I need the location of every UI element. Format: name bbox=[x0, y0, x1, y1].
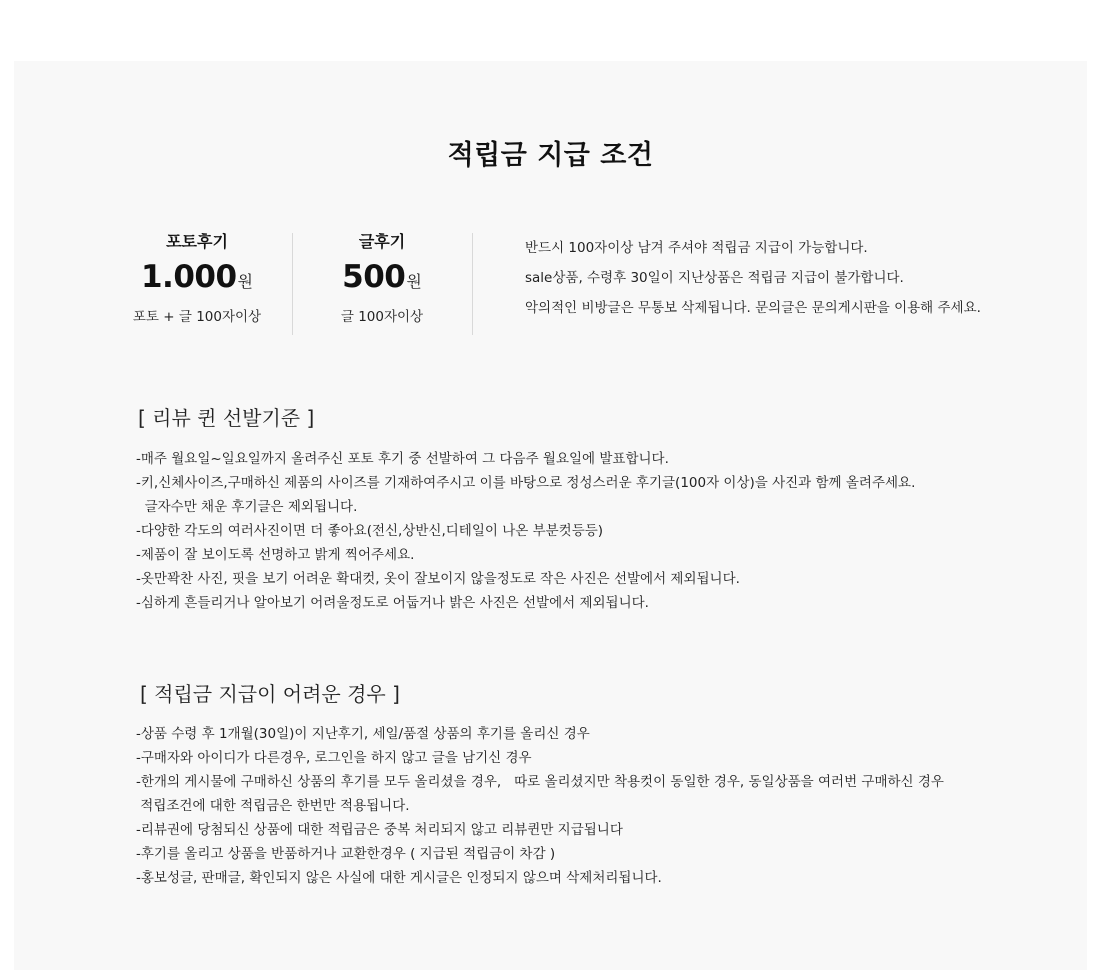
reward-amount bbox=[310, 259, 454, 295]
note-line: sale상품, 수령후 30일이 지난상품은 적립금 지급이 불가합니다. bbox=[525, 270, 904, 286]
note-line: 반드시 100자이상 남겨 주셔야 적립금 지급이 가능합니다. bbox=[525, 240, 868, 256]
list-item: -상품 수령 후 1개월(30일)이 지난후기, 세일/품절 상품의 후기를 올리신 경우 bbox=[136, 726, 590, 742]
reward-amount-unit: 원 bbox=[237, 272, 254, 291]
list-item: 적립조건에 대한 적립금은 한번만 적용됩니다. bbox=[136, 798, 410, 814]
page-title: 적립금 지급 조건 bbox=[447, 140, 654, 171]
review-queen-list bbox=[136, 447, 915, 615]
difficult-cases-list bbox=[136, 722, 944, 890]
list-item: -한개의 게시물에 구매하신 상품의 후기를 모두 올리셨을 경우, 따로 올리셨지만 착용컷이 동일한 경우, 동일상품을 여러번 구매하신 경우 bbox=[136, 774, 944, 790]
list-item: -옷만꽉찬 사진, 핏을 보기 어려운 확대컷, 옷이 잘보이지 않을정도로 작은 사진은 선발에서 제외됩니다. bbox=[136, 571, 740, 587]
list-item: -키,신체사이즈,구매하신 제품의 사이즈를 기재하여주시고 이를 바탕으로 정성스러운 후기글(100자 이상)을 사진과 함께 올려주세요. bbox=[136, 475, 916, 491]
reward-title: 글후기 bbox=[358, 232, 406, 251]
reward-conditions-panel bbox=[14, 61, 1087, 970]
list-item: -매주 월요일~일요일까지 올려주신 포토 후기 중 선발하여 그 다음주 월요일에 발표합니다. bbox=[136, 451, 669, 467]
note-line: 악의적인 비방글은 무통보 삭제됩니다. 문의글은 문의게시판을 이용해 주세요. bbox=[525, 300, 981, 316]
reward-amount bbox=[124, 259, 270, 295]
divider bbox=[292, 233, 293, 335]
list-item: 글자수만 채운 후기글은 제외됩니다. bbox=[136, 499, 358, 515]
list-item: -리뷰권에 당첨되신 상품에 대한 적립금은 중복 처리되지 않고 리뷰퀸만 지급됩니다 bbox=[136, 822, 623, 838]
text-review-reward bbox=[310, 231, 454, 325]
reward-notes bbox=[525, 237, 981, 327]
reward-amount-unit: 원 bbox=[406, 272, 422, 291]
reward-amount-value: 500 bbox=[342, 259, 406, 295]
reward-title: 포토후기 bbox=[166, 232, 228, 251]
list-item: -다양한 각도의 여러사진이면 더 좋아요(전신,상반신,디테일이 나온 부분컷등등) bbox=[136, 523, 604, 539]
list-item: -홍보성글, 판매글, 확인되지 않은 사실에 대한 게시글은 인정되지 않으며 삭제처리됩니다. bbox=[136, 870, 662, 886]
list-item: -후기를 올리고 상품을 반품하거나 교환한경우 ( 지급된 적립금이 차감 ) bbox=[136, 846, 556, 862]
review-queen-heading: [ 리뷰 퀸 선발기준 ] bbox=[138, 406, 315, 430]
reward-condition: 글 100자이상 bbox=[340, 309, 424, 325]
photo-review-reward bbox=[124, 231, 270, 325]
difficult-cases-heading: [ 적립금 지급이 어려운 경우 ] bbox=[140, 682, 400, 706]
reward-amount-value: 1.000 bbox=[140, 259, 237, 295]
divider bbox=[472, 233, 473, 335]
list-item: -제품이 잘 보이도록 선명하고 밝게 찍어주세요. bbox=[136, 547, 415, 563]
list-item: -심하게 흔들리거나 알아보기 어려울정도로 어둡거나 밝은 사진은 선발에서 제외됩니다. bbox=[136, 595, 649, 611]
list-item: -구매자와 아이디가 다른경우, 로그인을 하지 않고 글을 남기신 경우 bbox=[136, 750, 532, 766]
reward-condition: 포토 + 글 100자이상 bbox=[132, 309, 262, 325]
